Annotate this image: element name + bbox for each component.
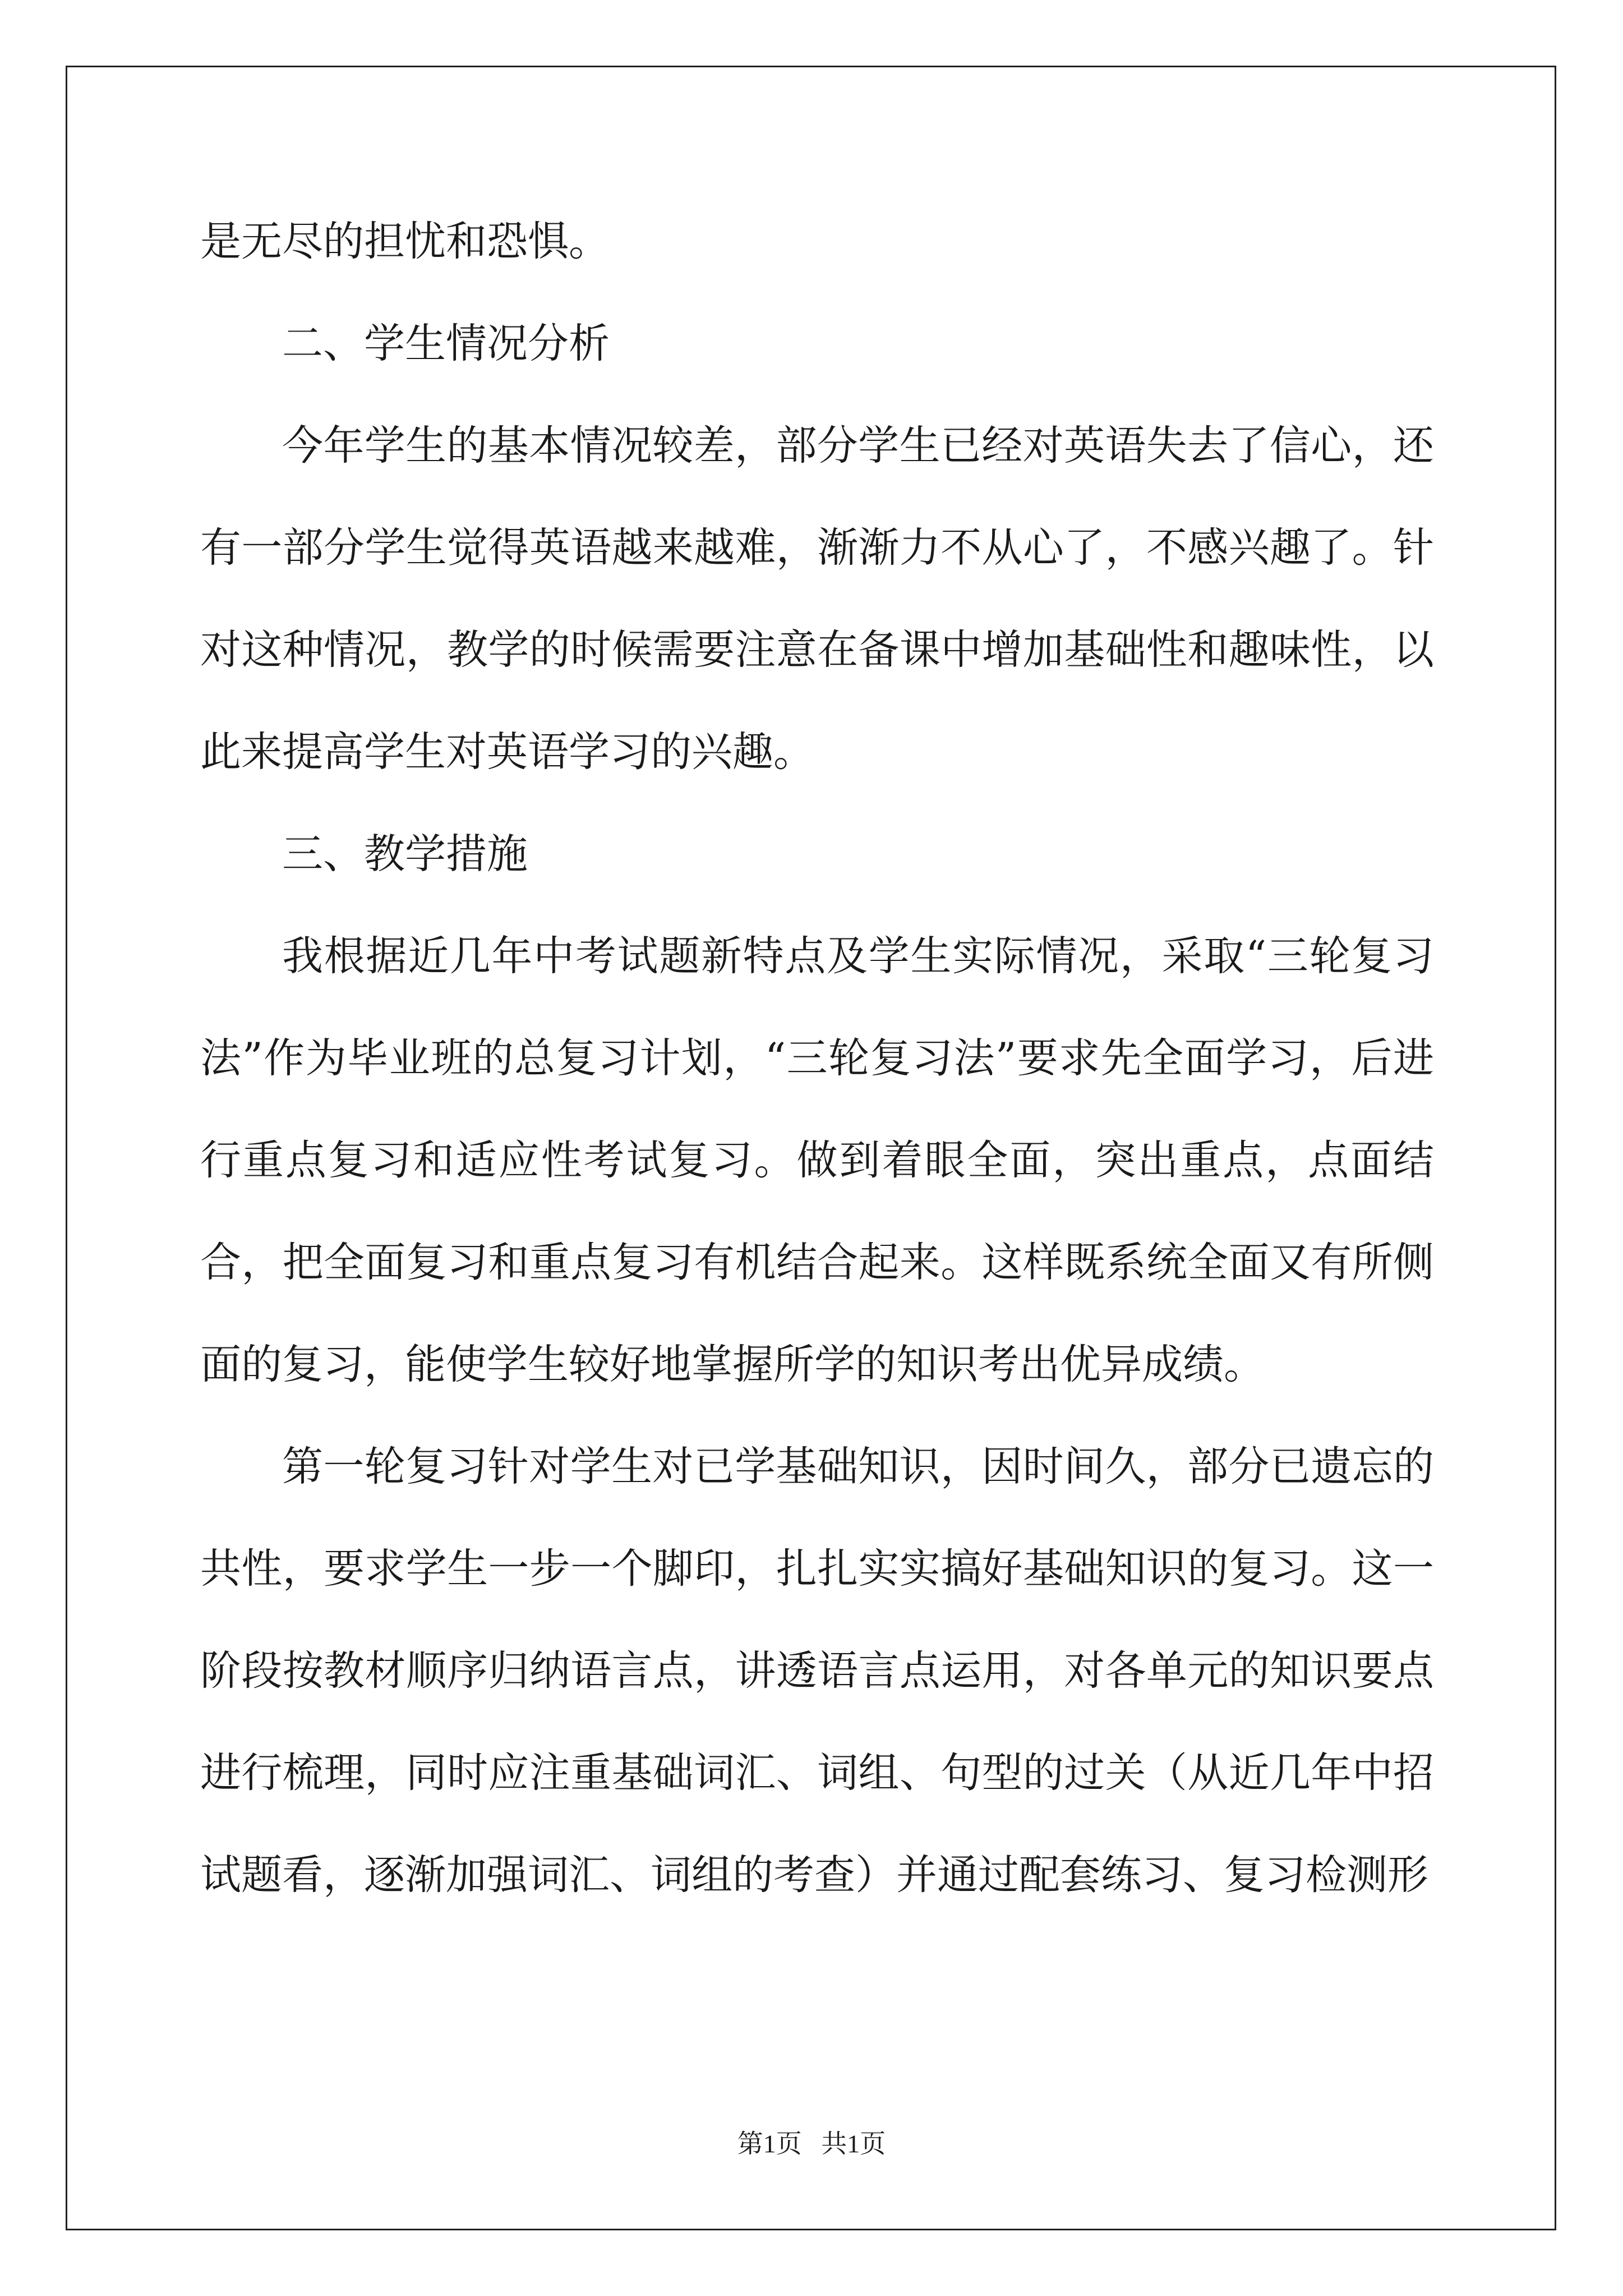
paragraph-continuation: 是无尽的担忧和恐惧。 — [200, 218, 610, 265]
paragraph-three-round-review: 我根据近几年中考试题新特点及学生实际情况，采取“三轮复习法”作为毕业班的总复习计划，“三轮复习法”要求先全面学习，后进行重点复习和适应性考试复习。做到着眼全面，突出重点，点面结合，把全面复习和重点复习有机结合起来。这样既系统全面又有所侧面的复习，能使学生较好地掌握所学的知识考出优异成绩。 — [200, 932, 1434, 1388]
page-number-footer: 第1页 共1页 — [737, 2129, 886, 2158]
section-heading-teaching-measures: 三、教学措施 — [282, 830, 528, 878]
paragraph-student-situation: 今年学生的基本情况较差，部分学生已经对英语失去了信心，还有一部分学生觉得英语越来越难，渐渐力不从心了，不感兴趣了。针对这种情况，教学的时候需要注意在备课中增加基础性和趣味性，以此来提高学生对英语学习的兴趣。 — [200, 422, 1434, 776]
section-heading-student-analysis: 二、学生情况分析 — [282, 320, 610, 367]
paragraph-first-round-review: 第一轮复习针对学生对已学基础知识，因时间久，部分已遗忘的共性，要求学生一步一个脚印，扎扎实实搞好基础知识的复习。这一阶段按教材顺序归纳语言点，讲透语言点运用，对各单元的知识要点进行梳理，同时应注重基础词汇、词组、句型的过关（从近几年中招试题看，逐渐加强词汇、词组的考查）并通过配套练习、复习检测形 — [200, 1443, 1434, 1899]
document-body — [200, 191, 1434, 1926]
